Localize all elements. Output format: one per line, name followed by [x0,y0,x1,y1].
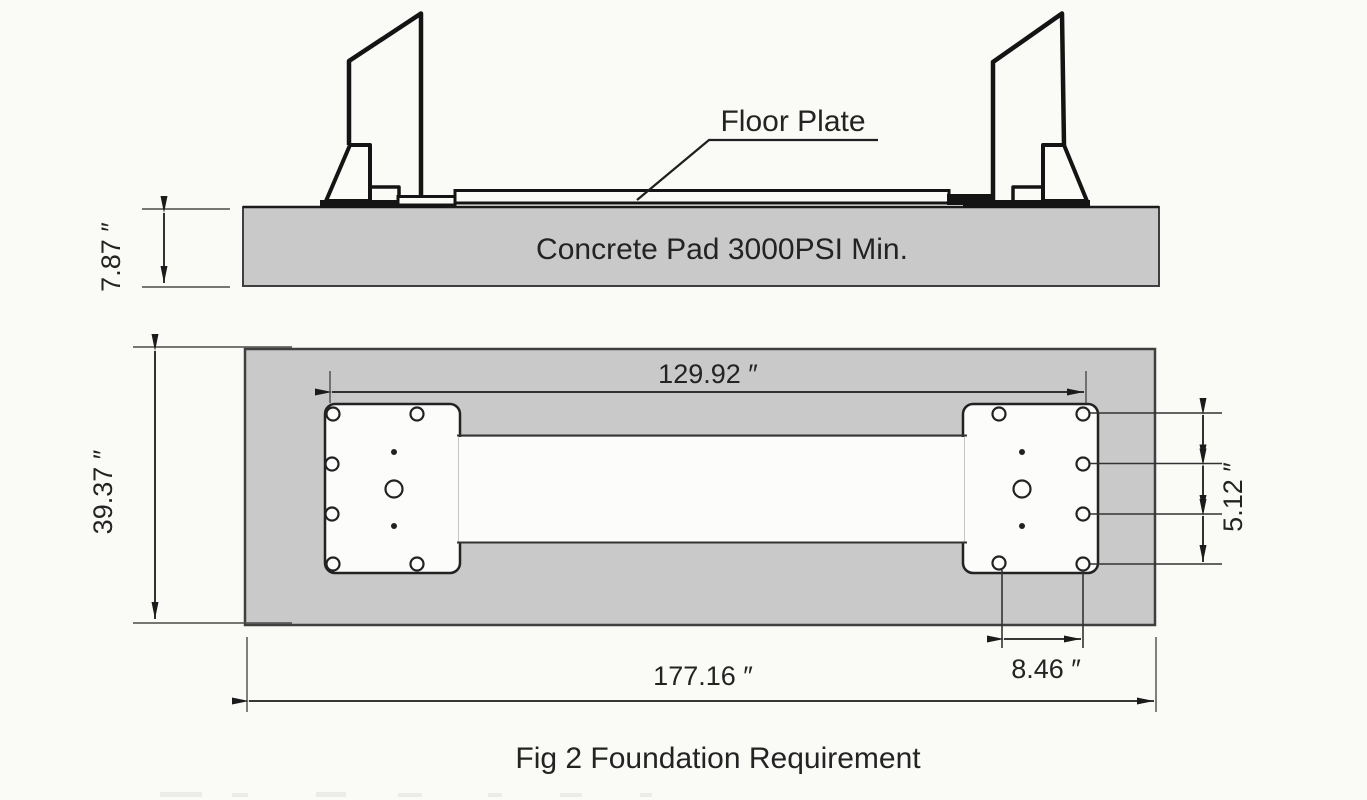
anchor-hole [327,558,340,571]
left-column-step [370,187,399,201]
anchor-hole [411,408,424,421]
pad-width-value: 39.37 ″ [88,449,118,535]
center-hole [386,481,403,498]
floor-plate-right-foot [947,194,993,205]
center-dot [391,449,397,455]
center-hole [1014,481,1031,498]
anchor-hole [993,557,1006,570]
right-column-gusset [1043,145,1087,201]
dimension-pad-thickness [96,209,230,292]
concrete-pad-label: Concrete Pad 3000PSI Min. [536,233,908,266]
pad-length-value: 177.16 ″ [653,661,753,691]
floor-plate-body [455,191,949,204]
floor-plate-band-fill [459,437,964,542]
anchor-span-value: 129.92 ″ [658,359,758,389]
anchor-hole [327,408,340,421]
floor-plate-band-plan [457,436,967,543]
pad-thickness-value: 7.87 ″ [96,222,126,292]
center-dot [1019,449,1025,455]
center-dot [391,523,397,529]
hole-spacing-vertical-value: 5.12 ″ [1218,462,1248,532]
anchor-hole [1077,408,1090,421]
elevation-view [96,14,1159,292]
right-column [963,14,1090,209]
anchor-hole [993,408,1006,421]
plan-view [88,347,1248,712]
figure-caption: Fig 2 Foundation Requirement [515,742,921,775]
cropped-text-remnant [160,792,652,797]
anchor-hole [1077,508,1090,521]
floor-plate-callout [637,105,878,200]
floor-plate-label: Floor Plate [720,105,866,138]
anchor-hole [411,558,424,571]
anchor-hole [1077,458,1090,471]
hole-spacing-horizontal-value: 8.46 ″ [1011,654,1081,684]
anchor-hole [326,508,339,521]
anchor-hole [326,458,339,471]
left-column [320,14,447,209]
floor-plate [398,191,993,206]
right-column-step [1013,187,1042,201]
floor-plate-left-foot [398,197,455,206]
center-dot [1019,523,1025,529]
anchor-hole [1077,558,1090,571]
left-column-gusset [326,145,370,201]
